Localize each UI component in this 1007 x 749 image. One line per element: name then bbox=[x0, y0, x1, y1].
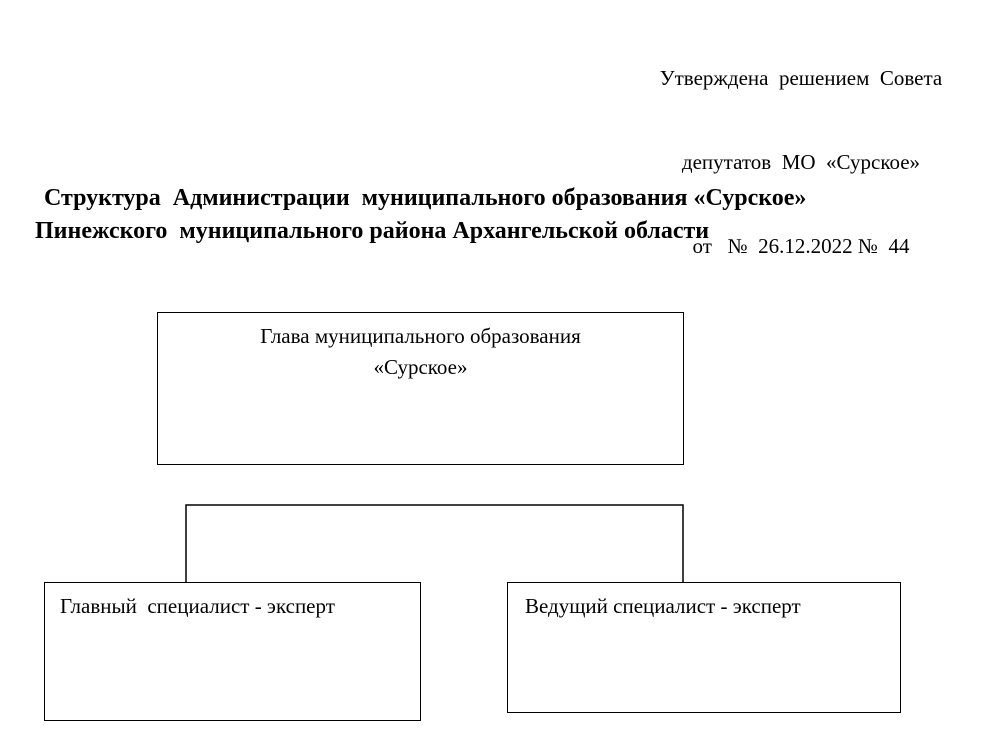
head-label-line-1: Глава муниципального образования bbox=[260, 324, 581, 348]
connector-line bbox=[186, 505, 683, 582]
approval-line-1: Утверждена решением Совета bbox=[659, 66, 943, 90]
document-title-line-2: Пинежского муниципального района Архангельской области bbox=[35, 218, 710, 244]
head-label-line-2: «Сурское» bbox=[373, 355, 468, 379]
org-box-chief-specialist: Главный специалист - эксперт bbox=[44, 582, 421, 721]
approval-line-3: от № 26.12.2022 № 44 bbox=[692, 234, 910, 258]
approval-line-2: депутатов МО «Сурское» bbox=[681, 150, 921, 174]
org-box-lead-specialist: Ведущий специалист - эксперт bbox=[507, 582, 901, 713]
document-title-line-1: Структура Администрации муниципального образования «Сурское» bbox=[44, 185, 807, 211]
org-box-head bbox=[157, 312, 684, 465]
